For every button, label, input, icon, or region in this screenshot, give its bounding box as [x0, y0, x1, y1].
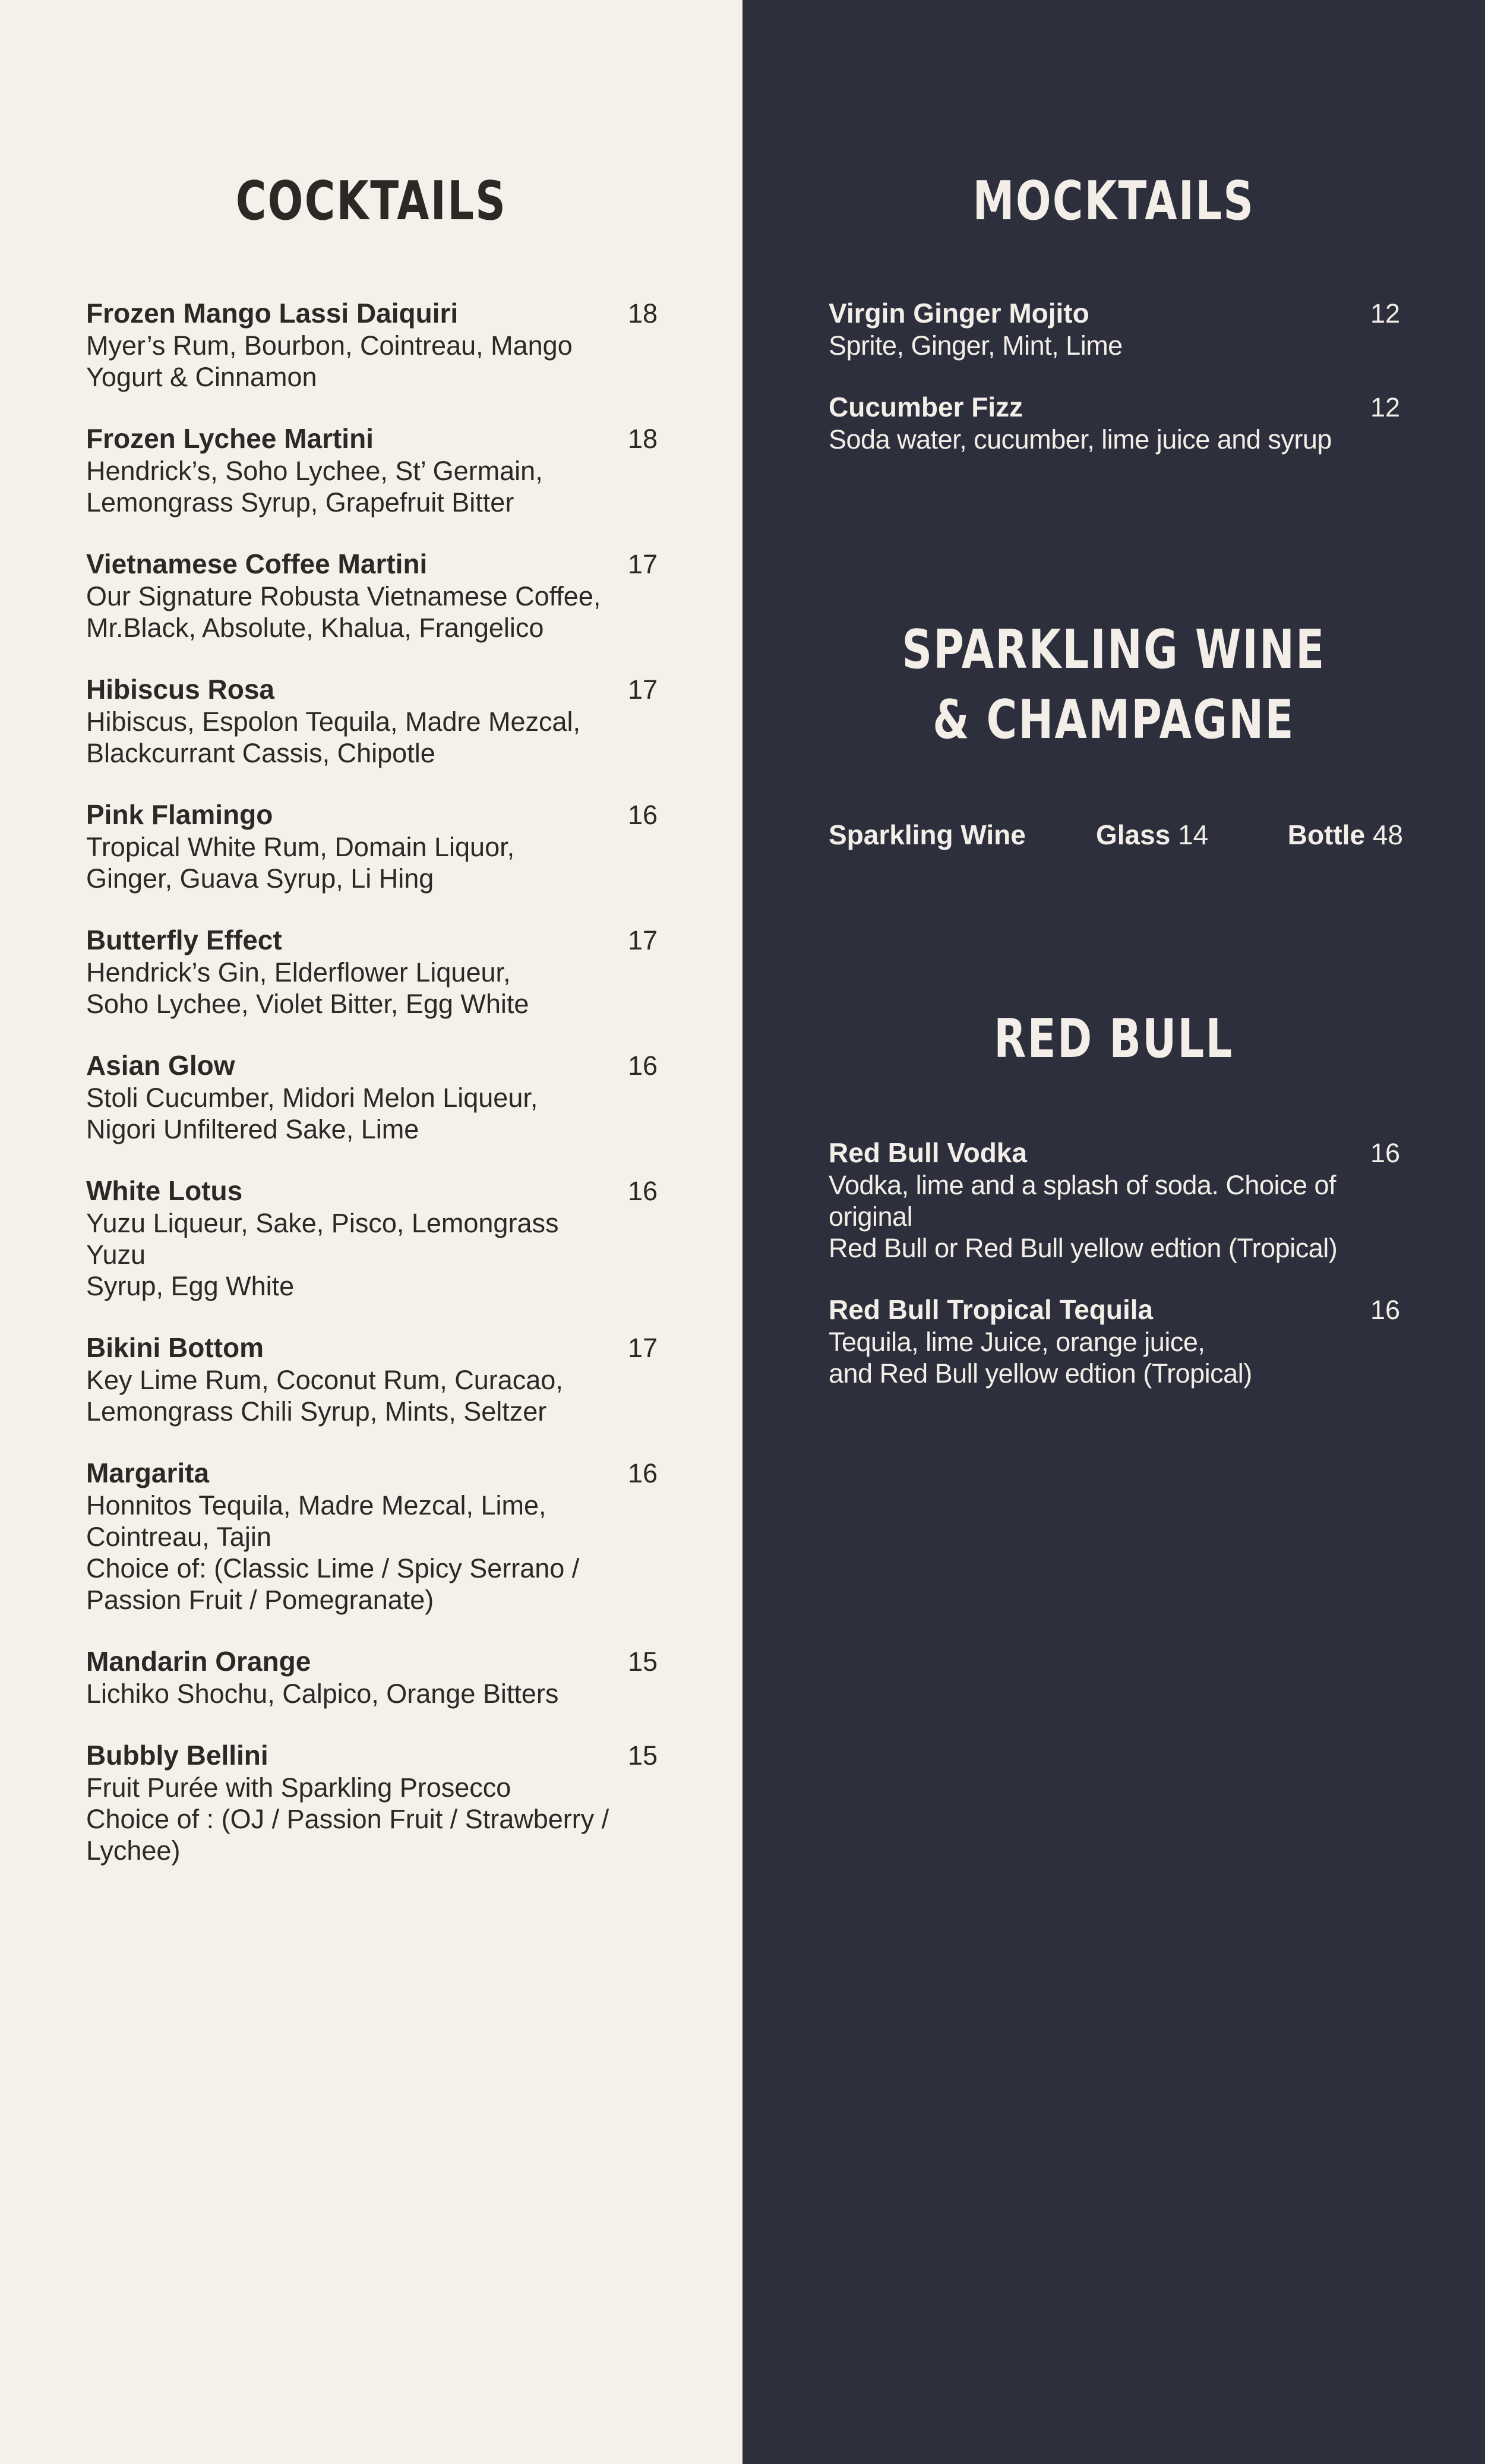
menu-item — [86, 548, 658, 643]
sparkling-glass — [1096, 817, 1208, 853]
item-description-line: Cointreau, Tajin — [86, 1522, 271, 1552]
menu-item — [86, 1049, 658, 1145]
item-description-line: Honnitos Tequila, Madre Mezcal, Lime, — [86, 1490, 546, 1520]
menu-item-header — [86, 1457, 658, 1490]
item-name: Red Bull Tropical Tequila — [829, 1294, 1154, 1325]
menu-item-header — [829, 297, 1400, 330]
menu-item — [86, 297, 658, 393]
item-price: 16 — [627, 800, 658, 830]
item-description-line: Tropical White Rum, Domain Liquor, — [86, 832, 515, 862]
menu-item-header — [86, 548, 658, 580]
item-description-line: Lychee) — [86, 1835, 181, 1866]
item-price: 15 — [627, 1646, 658, 1677]
menu-item-header — [86, 924, 658, 957]
menu-item-header — [86, 297, 658, 330]
item-price: 17 — [627, 1333, 658, 1363]
item-price: 12 — [1370, 298, 1400, 329]
item-description-line: Hibiscus, Espolon Tequila, Madre Mezcal, — [86, 706, 581, 737]
menu-item — [86, 1332, 658, 1427]
item-price: 16 — [627, 1050, 658, 1081]
menu-item — [86, 1175, 658, 1302]
menu-item-header — [86, 799, 658, 831]
item-description-line: Choice of: (Classic Lime / Spicy Serrano / — [86, 1553, 580, 1583]
item-name: Asian Glow — [86, 1050, 235, 1081]
cocktails-list — [86, 297, 658, 1896]
right-panel — [742, 0, 1485, 2464]
sparkling-heading — [824, 615, 1404, 755]
item-description-line: Yuzu Liqueur, Sake, Pisco, Lemongrass Yuzu — [86, 1208, 559, 1270]
cocktails-heading: COCKTAILS — [235, 170, 507, 232]
menu-item — [829, 391, 1400, 455]
item-name: Pink Flamingo — [86, 799, 273, 830]
menu-item-header — [86, 422, 658, 455]
item-description-line: Our Signature Robusta Vietnamese Coffee, — [86, 581, 601, 611]
menu-item-header — [829, 1137, 1400, 1169]
item-price: 15 — [627, 1740, 658, 1771]
menu-item-header — [86, 1645, 658, 1678]
item-name: Frozen Mango Lassi Daiquiri — [86, 298, 459, 329]
menu-item — [86, 1645, 658, 1709]
menu-item-header — [86, 673, 658, 706]
item-price: 18 — [627, 298, 658, 329]
item-description-line: Yogurt & Cinnamon — [86, 362, 317, 392]
item-description-line: Lemongrass Chili Syrup, Mints, Seltzer — [86, 1396, 547, 1427]
item-price: 17 — [627, 674, 658, 705]
item-description-line: Hendrick’s, Soho Lychee, St’ Germain, — [86, 456, 543, 486]
item-description-line: Passion Fruit / Pomegranate) — [86, 1585, 434, 1615]
redbull-heading: RED BULL — [994, 1008, 1234, 1070]
item-name: Margarita — [86, 1457, 210, 1488]
item-description-line: Choice of : (OJ / Passion Fruit / Strawberry / — [86, 1804, 609, 1834]
cocktails-panel — [0, 0, 742, 2464]
item-name: Hibiscus Rosa — [86, 674, 274, 705]
bottle-price: 48 — [1372, 819, 1403, 850]
item-description-line: Soda water, cucumber, lime juice and syrup — [829, 424, 1332, 455]
item-price: 12 — [1370, 392, 1400, 422]
item-name: Bikini Bottom — [86, 1332, 264, 1363]
item-description-line: Mr.Black, Absolute, Khalua, Frangelico — [86, 613, 544, 643]
item-description-line: Sprite, Ginger, Mint, Lime — [829, 330, 1123, 361]
item-name: Vietnamese Coffee Martini — [86, 548, 428, 579]
menu-item — [86, 799, 658, 894]
menu-item — [86, 422, 658, 518]
menu-item-header — [86, 1739, 658, 1772]
glass-price: 14 — [1178, 819, 1209, 850]
menu-item — [86, 673, 658, 769]
menu-item-header — [829, 391, 1400, 424]
item-description-line: Ginger, Guava Syrup, Li Hing — [86, 863, 434, 894]
redbull-list — [829, 1137, 1400, 1419]
item-price: 16 — [1370, 1295, 1400, 1325]
item-description-line: Red Bull or Red Bull yellow edtion (Tropical) — [829, 1233, 1338, 1263]
item-name: Butterfly Effect — [86, 925, 282, 955]
item-price: 16 — [1370, 1138, 1400, 1168]
item-description-line: Syrup, Egg White — [86, 1271, 295, 1301]
item-description-line: Stoli Cucumber, Midori Melon Liqueur, — [86, 1083, 538, 1113]
item-description-line: Soho Lychee, Violet Bitter, Egg White — [86, 989, 529, 1019]
mocktails-list — [829, 297, 1400, 485]
menu-item — [86, 1457, 658, 1616]
bottle-label: Bottle — [1287, 819, 1366, 850]
item-description-line: Fruit Purée with Sparkling Prosecco — [86, 1772, 511, 1803]
menu-item-header — [86, 1332, 658, 1364]
item-price: 16 — [627, 1458, 658, 1488]
sparkling-bottle — [1288, 817, 1403, 853]
item-name: Virgin Ginger Mojito — [829, 298, 1089, 329]
sparkling-heading-line: SPARKLING WINE — [902, 619, 1326, 681]
item-description-line: and Red Bull yellow edtion (Tropical) — [829, 1358, 1252, 1389]
item-description-line: Tequila, lime Juice, orange juice, — [829, 1327, 1205, 1357]
item-description-line: Key Lime Rum, Coconut Rum, Curacao, — [86, 1365, 563, 1395]
item-description-line: Nigori Unfiltered Sake, Lime — [86, 1114, 419, 1144]
item-price: 16 — [627, 1176, 658, 1206]
item-name: Mandarin Orange — [86, 1646, 311, 1677]
item-name: White Lotus — [86, 1175, 243, 1206]
item-price: 18 — [627, 424, 658, 454]
menu-item — [86, 924, 658, 1020]
item-name: Bubbly Bellini — [86, 1740, 268, 1771]
item-name: Cucumber Fizz — [829, 392, 1023, 422]
menu-item-header — [86, 1175, 658, 1207]
menu-item-header — [86, 1049, 658, 1082]
glass-label: Glass — [1096, 819, 1171, 850]
mocktails-heading: MOCKTAILS — [972, 170, 1255, 232]
item-description-line: Vodka, lime and a splash of soda. Choice of original — [829, 1170, 1336, 1232]
menu-item — [829, 1293, 1400, 1389]
menu-item — [829, 297, 1400, 361]
item-price: 17 — [627, 549, 658, 579]
sparkling-heading-line: & CHAMPAGNE — [933, 689, 1295, 751]
item-price: 17 — [627, 925, 658, 955]
item-description-line: Hendrick’s Gin, Elderflower Liqueur, — [86, 957, 511, 988]
item-description-line: Lemongrass Syrup, Grapefruit Bitter — [86, 487, 514, 518]
menu-item — [829, 1137, 1400, 1264]
menu-item-header — [829, 1293, 1400, 1326]
item-name: Red Bull Vodka — [829, 1137, 1027, 1168]
item-description-line: Lichiko Shochu, Calpico, Orange Bitters — [86, 1679, 559, 1709]
menu-item — [86, 1739, 658, 1866]
item-name: Frozen Lychee Martini — [86, 423, 374, 454]
sparkling-name: Sparkling Wine — [829, 819, 1026, 850]
item-description-line: Blackcurrant Cassis, Chipotle — [86, 738, 435, 768]
item-description-line: Myer’s Rum, Bourbon, Cointreau, Mango — [86, 330, 573, 361]
